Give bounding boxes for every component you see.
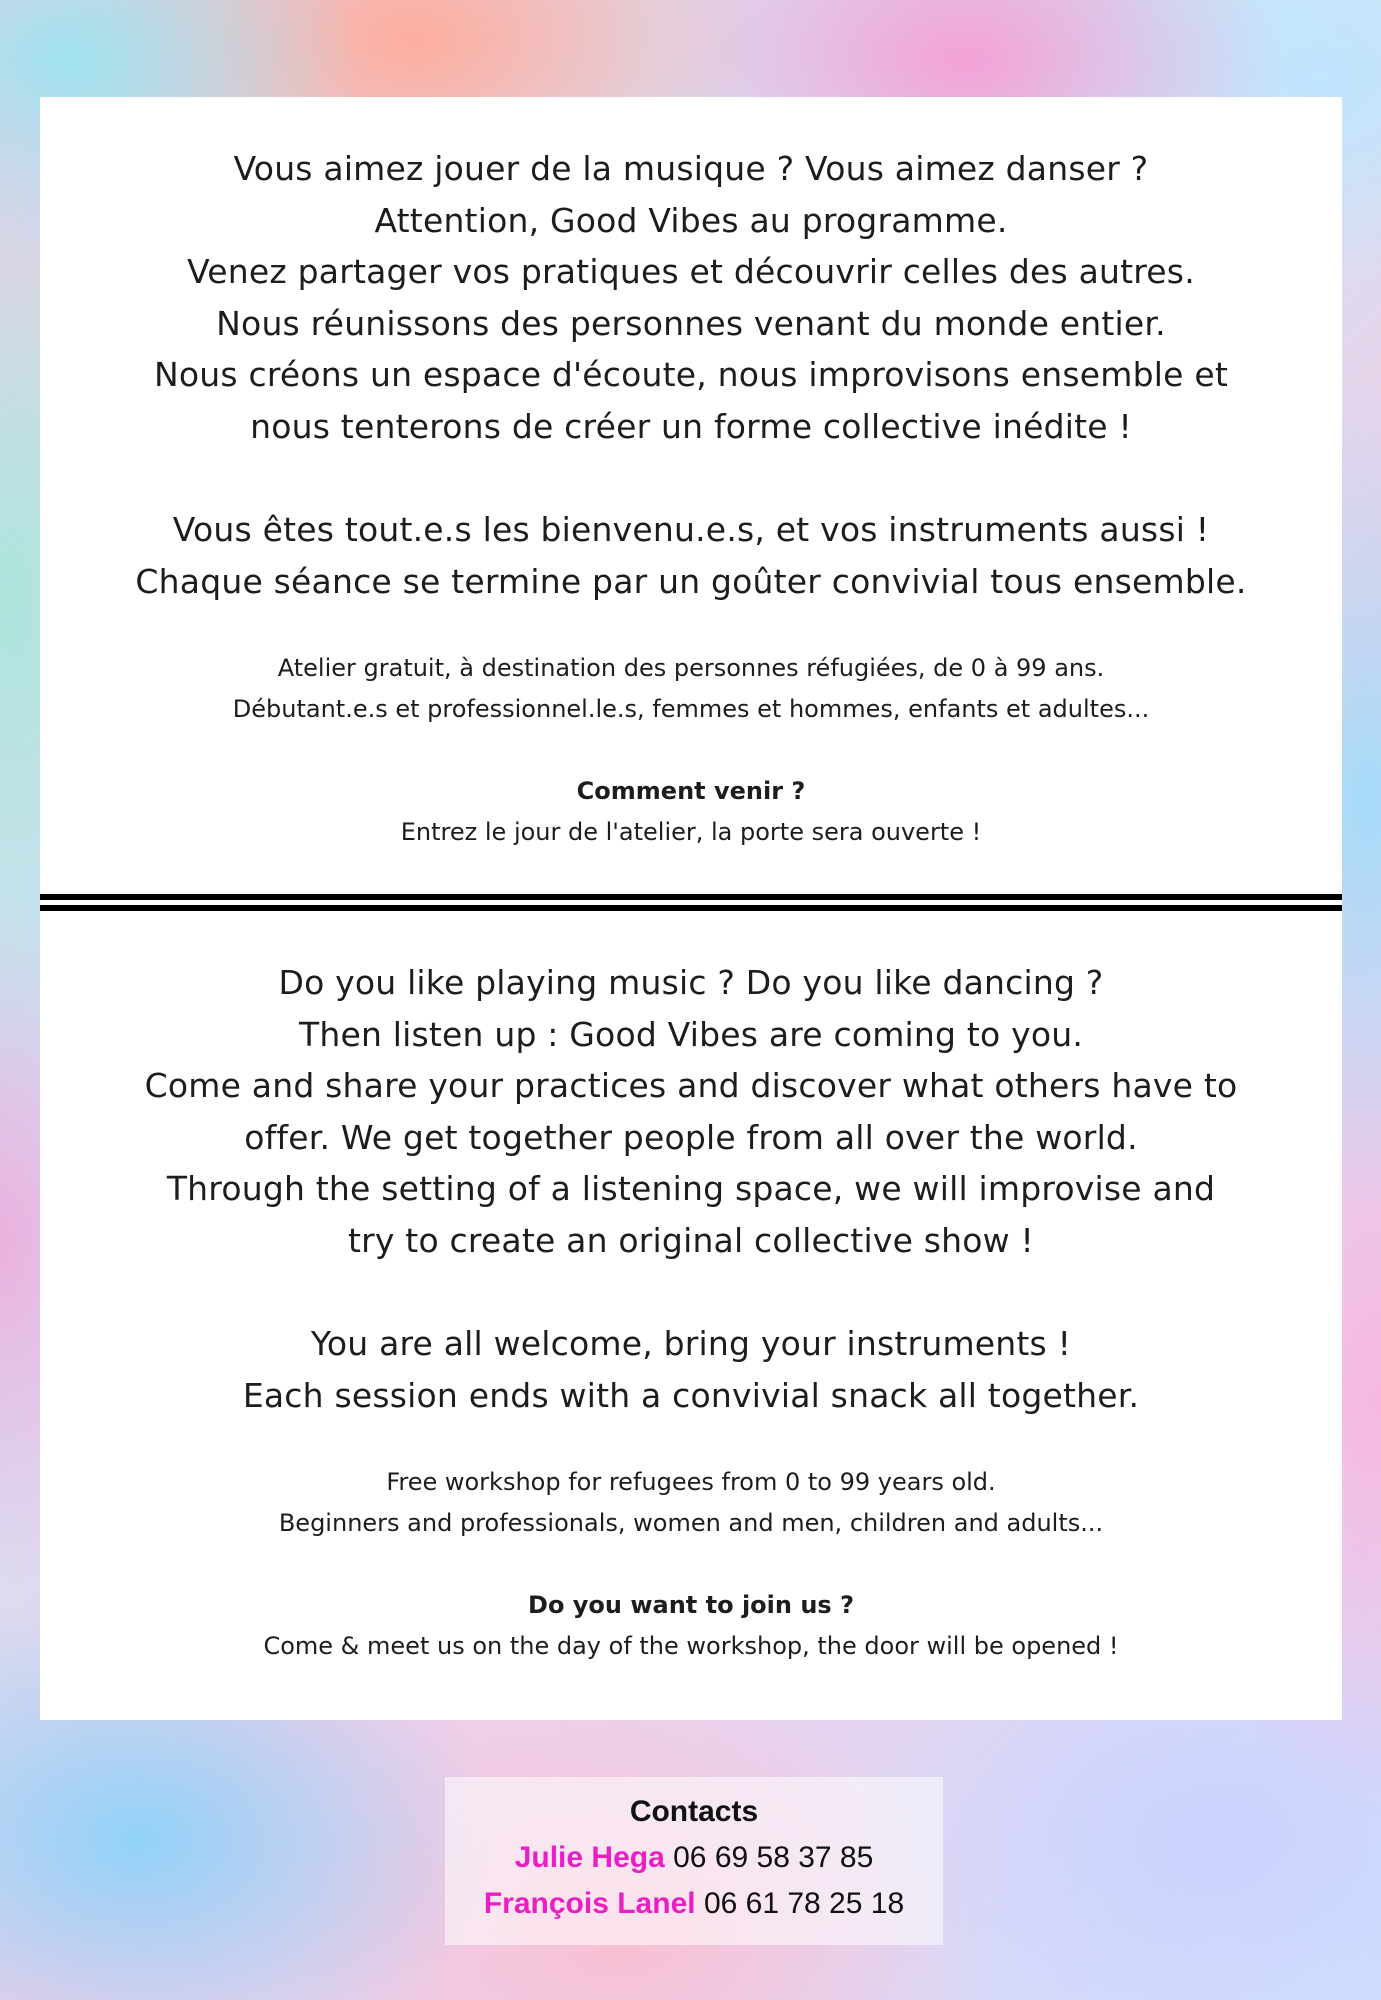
english-welcome-line: You are all welcome, bring your instruments !: [310, 1324, 1072, 1363]
contact-row: [445, 1835, 943, 1881]
contacts-title: Contacts: [629, 1795, 759, 1828]
contact-name: Julie Hega: [514, 1841, 665, 1874]
contacts-box: [445, 1777, 943, 1945]
french-intro-line: Vous aimez jouer de la musique ? Vous aimez danser ?: [233, 149, 1149, 188]
content-panel: [40, 97, 1342, 1720]
english-details: [40, 1462, 1342, 1667]
english-intro-line: try to create an original collective show !: [347, 1220, 1034, 1260]
french-intro-line: nous tenterons de créer un forme collective inédite !: [250, 406, 1132, 446]
english-intro-line: Then listen up : Good Vibes are coming to you.: [298, 1014, 1084, 1054]
french-intro-line: Venez partager vos pratiques et découvrir celles des autres.: [187, 252, 1195, 291]
french-welcome-line: Chaque séance se termine par un goûter convivial tous ensemble.: [135, 561, 1247, 601]
contact-phone[interactable]: 06 61 78 25 18: [703, 1887, 905, 1920]
english-howto-title: Do you want to join us ?: [528, 1591, 854, 1619]
english-intro: [40, 957, 1342, 1421]
english-welcome-line: Each session ends with a convivial snack all together.: [242, 1375, 1140, 1415]
english-intro-line: Through the setting of a listening space, we will improvise and: [166, 1169, 1216, 1208]
english-intro-line: Do you like playing music ? Do you like dancing ?: [278, 963, 1104, 1002]
french-intro-line: Attention, Good Vibes au programme.: [374, 200, 1008, 240]
french-howto-title: Comment venir ?: [576, 777, 806, 805]
french-howto-text: Entrez le jour de l'atelier, la porte sera ouverte !: [400, 818, 982, 846]
contact-phone[interactable]: 06 69 58 37 85: [673, 1841, 874, 1874]
contact-row: [445, 1881, 943, 1927]
french-intro: [40, 143, 1342, 607]
french-details: [40, 648, 1342, 853]
contact-name: François Lanel: [483, 1887, 696, 1920]
english-howto-text: Come & meet us on the day of the workshop, the door will be opened !: [263, 1632, 1119, 1660]
english-audience-line: Free workshop for refugees from 0 to 99 years old.: [386, 1468, 996, 1496]
english-section: [40, 957, 1342, 1667]
french-audience-line: Débutant.e.s et professionnel.le.s, femmes et hommes, enfants et adultes...: [232, 695, 1150, 723]
french-audience-line: Atelier gratuit, à destination des personnes réfugiées, de 0 à 99 ans.: [277, 654, 1105, 682]
english-intro-line: Come and share your practices and discover what others have to: [144, 1066, 1238, 1105]
french-intro-line: Nous créons un espace d'écoute, nous improvisons ensemble et: [154, 355, 1228, 394]
french-section: [40, 143, 1342, 853]
french-welcome-line: Vous êtes tout.e.s les bienvenu.e.s, et vos instruments aussi !: [172, 510, 1210, 549]
english-audience-line: Beginners and professionals, women and men, children and adults...: [278, 1509, 1104, 1537]
section-divider: [40, 894, 1342, 911]
english-intro-line: offer. We get together people from all over the world.: [244, 1117, 1138, 1157]
french-intro-line: Nous réunissons des personnes venant du monde entier.: [216, 303, 1166, 343]
